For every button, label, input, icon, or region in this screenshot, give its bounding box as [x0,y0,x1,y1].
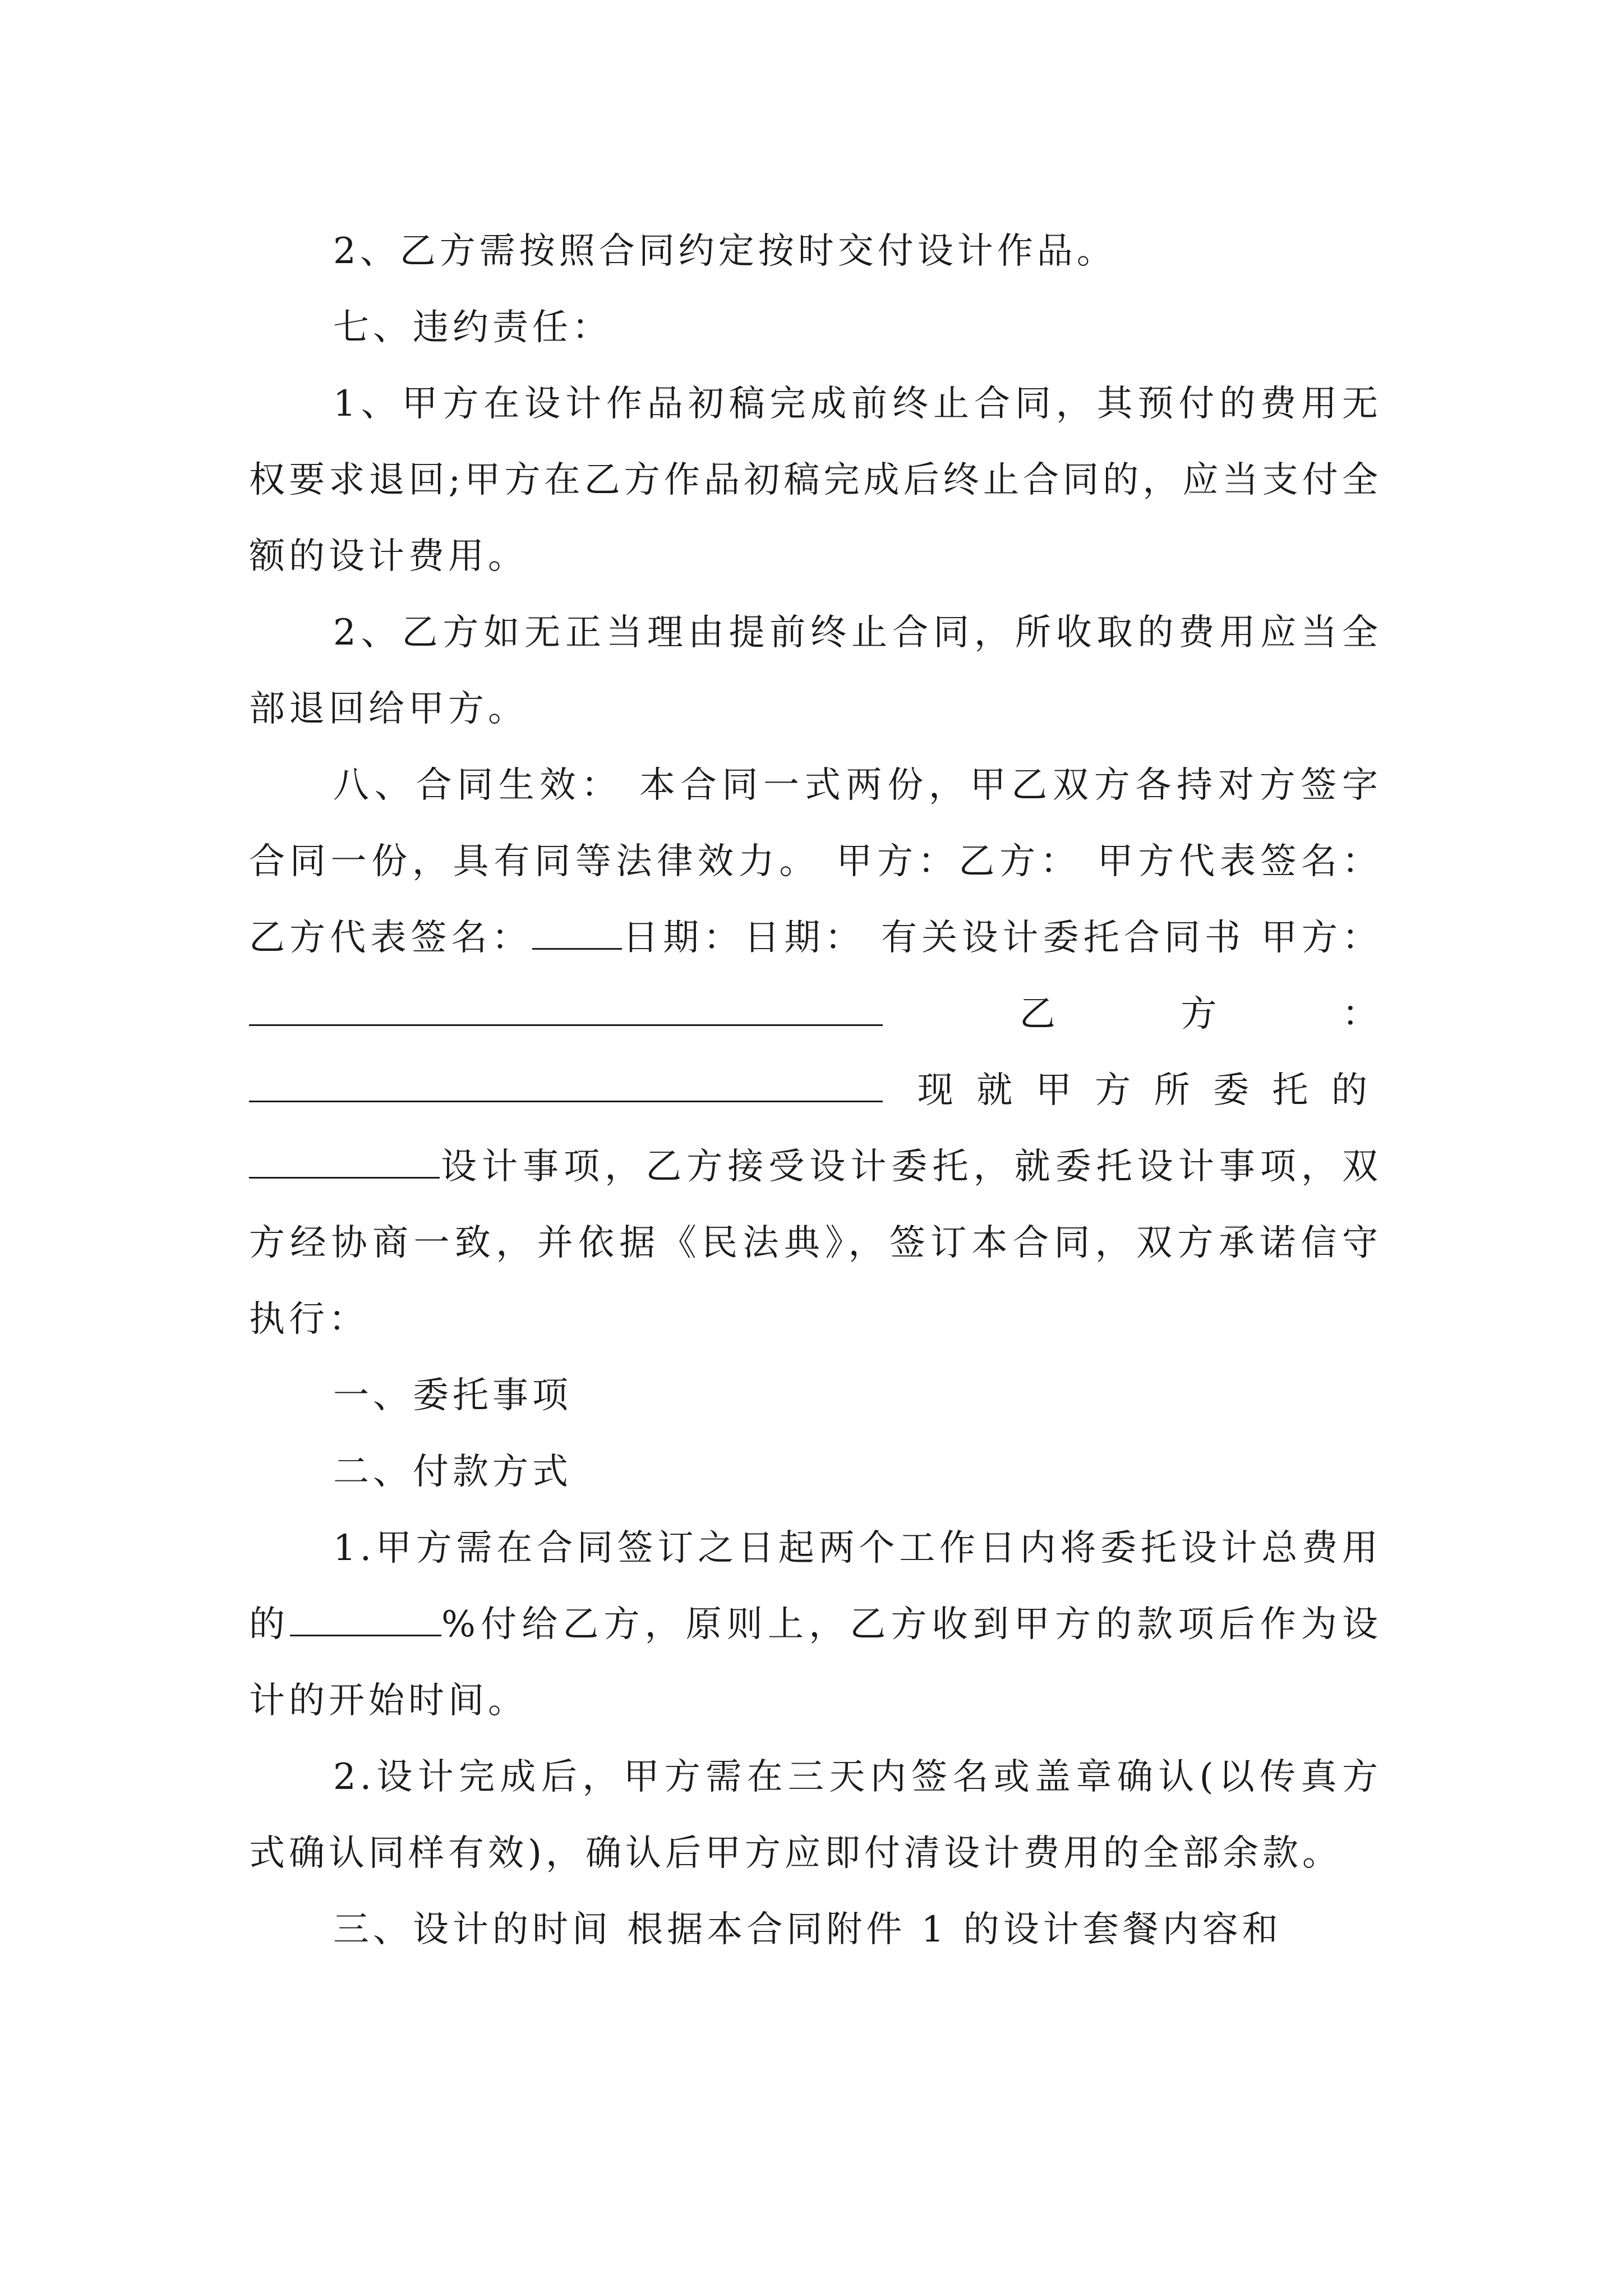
paragraph-text: 1.甲方需在合同签订之日起两个工作日内将委托设计总费用的 [249,1527,1382,1645]
paragraph-delivery-obligation [249,213,1382,289]
paragraph-text: 三、设计的时间 根据本合同附件 1 的设计套餐内容和 [333,1909,1282,1950]
heading-text: 七、违约责任： [333,307,612,348]
section-heading-payment [249,1434,1382,1510]
paragraph-text: 1、甲方在设计作品初稿完成前终止合同，其预付的费用无权要求退回;甲方在乙方作品初稿完成后终止合同的，应当支付全额的设计费用。 [249,383,1382,577]
paragraph-text: 设计事项，乙方接受设计委托，就委托设计事项，双方经协商一致，并依据《民法典》，签订本合同，双方承诺信守执行： [249,1146,1382,1340]
paragraph-party-a-termination [249,366,1382,595]
blank-line-project [249,1145,440,1179]
blank-line [532,917,622,950]
paragraph-design-time [249,1892,1382,1968]
section-heading-breach [249,289,1382,366]
paragraph-payment-advance [249,1510,1382,1739]
paragraph-text: 八、合同生效： 本合同一式两份，甲乙双方各持对方签字合同一份，具有同等法律效力。 甲方：乙方： 甲方代表签名：乙方代表签名： [249,765,1382,959]
paragraph-payment-balance [249,1739,1382,1892]
paragraph-party-b-termination [249,595,1382,747]
blank-line-percentage [290,1603,441,1636]
document-body [249,213,1382,1968]
blank-line-party-a [249,993,883,1026]
blank-line-party-b [249,1069,883,1102]
heading-text: 一、委托事项 [333,1375,572,1416]
paragraph-text: 日期：日期： 有关设计委托合同书 甲方： [621,917,1382,959]
paragraph-text: 2.设计完成后，甲方需在三天内签名或盖章确认(以传真方式确认同样有效)，确认后甲方应即付清设计费用的全部余款。 [249,1756,1382,1874]
paragraph-contract-effect [249,747,1382,1358]
paragraph-text: 现就甲方所委托的 [883,1070,1382,1111]
section-heading-entrusted-matters [249,1358,1382,1434]
paragraph-text: 2、乙方如无正当理由提前终止合同，所收取的费用应当全部退回给甲方。 [249,612,1382,730]
heading-text: 二、付款方式 [333,1451,572,1493]
paragraph-text: 乙方： [883,993,1382,1035]
paragraph-text: %付给乙方，原则上，乙方收到甲方的款项后作为设计的开始时间。 [249,1604,1382,1722]
paragraph-text: 2、乙方需按照合同约定按时交付设计作品。 [333,231,1117,272]
